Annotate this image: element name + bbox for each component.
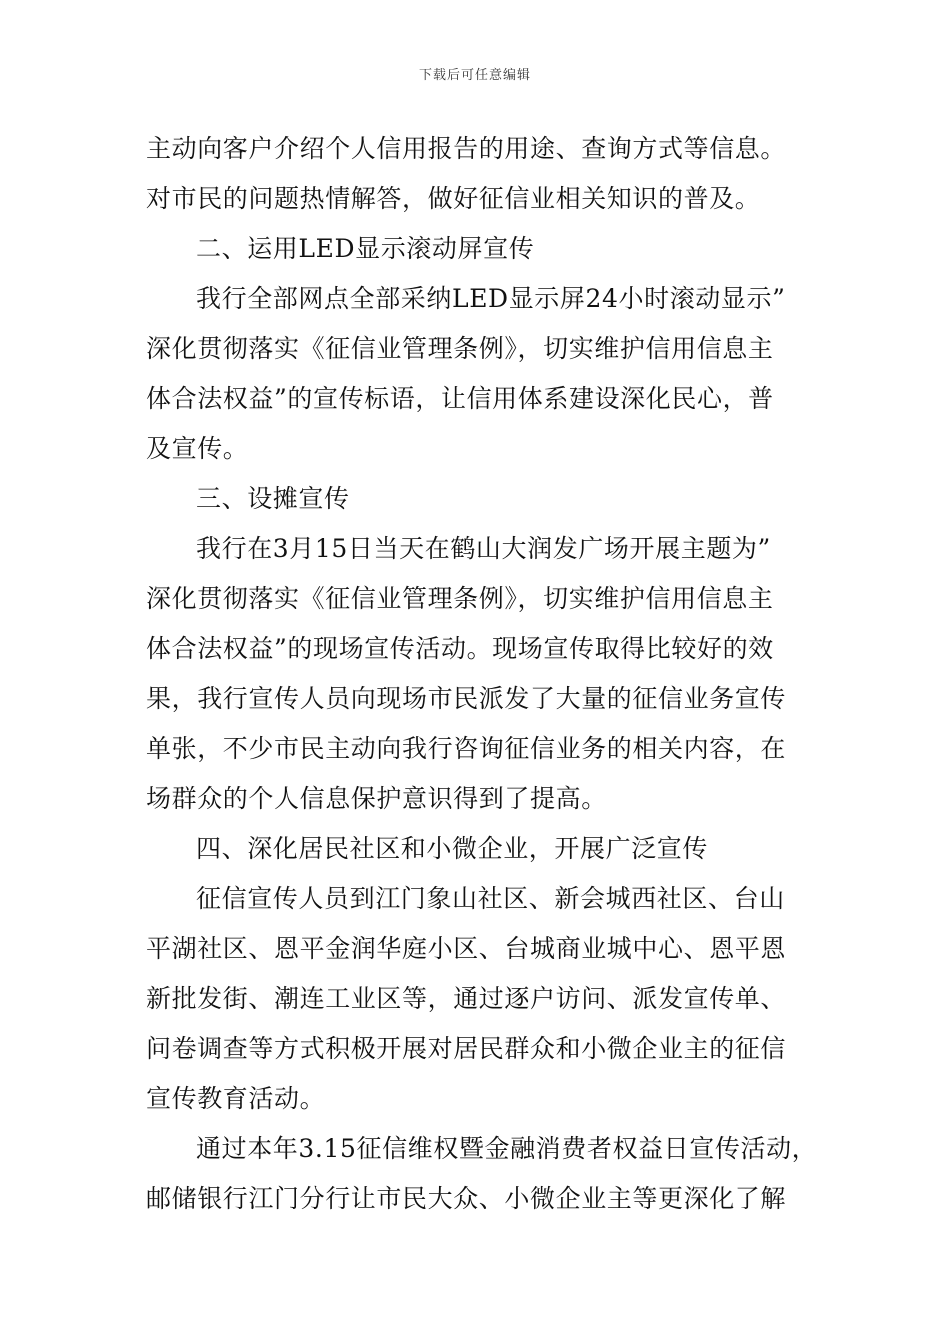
text-line: 宣传教育活动。 <box>146 1084 326 1113</box>
text-line: 深化贯彻落实《征信业管理条例》，切实维护信用信息主 <box>146 334 774 363</box>
text-line: 对市民的问题热情解答，做好征信业相关知识的普及。 <box>146 184 761 213</box>
paragraph-start: 我行全部网点全部采纳LED显示屏24小时滚动显示” <box>196 284 786 313</box>
text-line: 邮储银行江门分行让市民大众、小微企业主等更深化了解 <box>146 1184 787 1213</box>
text-line: 体合法权益”的现场宣传活动。现场宣传取得比较好的效 <box>146 634 774 663</box>
paragraph-start: 通过本年3.15征信维权暨金融消费者权益日宣传活动， <box>196 1134 818 1163</box>
section-heading-3: 三、设摊宣传 <box>196 484 350 513</box>
paragraph-start: 征信宣传人员到江门象山社区、新会城西社区、台山 <box>196 884 785 913</box>
text-line: 问卷调查等方式积极开展对居民群众和小微企业主的征信 <box>146 1034 787 1063</box>
text-line: 深化贯彻落实《征信业管理条例》，切实维护信用信息主 <box>146 584 774 613</box>
page-header-note: 下载后可任意编辑 <box>418 68 531 83</box>
text-line: 场群众的个人信息保护意识得到了提高。 <box>146 784 607 813</box>
section-heading-2: 二、运用LED显示滚动屏宣传 <box>196 234 535 263</box>
text-line: 新批发街、潮连工业区等，通过逐户访问、派发宣传单、 <box>146 984 787 1013</box>
text-line: 果，我行宣传人员向现场市民派发了大量的征信业务宣传 <box>146 684 787 713</box>
paragraph-start: 我行在3月15日当天在鹤山大润发广场开展主题为” <box>196 534 771 563</box>
text-line: 单张，不少市民主动向我行咨询征信业务的相关内容，在 <box>146 734 787 763</box>
text-line: 主动向客户介绍个人信用报告的用途、查询方式等信息。 <box>146 134 787 163</box>
section-heading-4: 四、深化居民社区和小微企业，开展广泛宣传 <box>196 834 709 863</box>
text-line: 及宣传。 <box>146 434 249 463</box>
text-line: 体合法权益”的宣传标语，让信用体系建设深化民心，普 <box>146 384 774 413</box>
text-line: 平湖社区、恩平金润华庭小区、台城商业城中心、恩平恩 <box>146 934 787 963</box>
document-body <box>146 124 826 1224</box>
